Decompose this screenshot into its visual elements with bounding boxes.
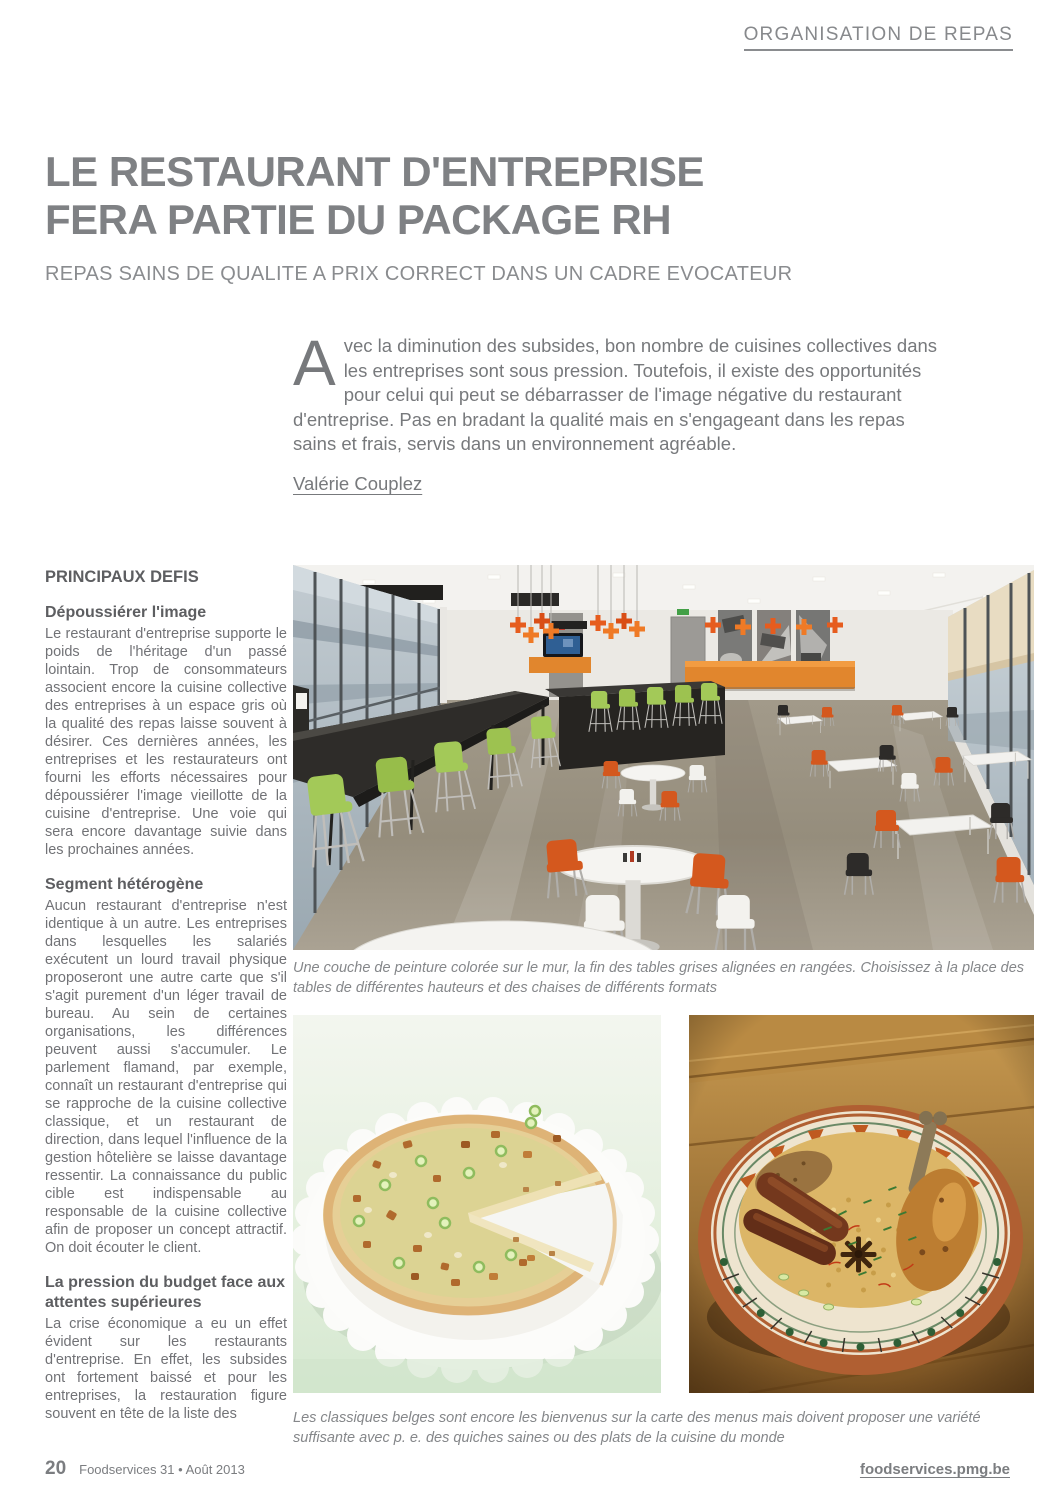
sidebar-body-2: Aucun restaurant d'entreprise n'est identique à un autre. Les entreprises dans lesquelles les salariés exécutent un lourd travail physique proposeront une autre carte que s'il s'agit purement d'un léger travail de bureau. Au sein de certaines organisations, les différences peuvent aussi s'accumuler. Le parlement flamand, par exemple, connaît un restaurant d'entreprise qui se rapproche de la cuisine collective classique, et un restaurant de direction, dans lequel l'influence de la gestion hôtelière se laisse davantage ressentir. La connaissance du public cible est indispensable au responsable de la cuisine collective afin de proposer un concept attractif. On doit écouter le client. xyxy=(45,898,287,1256)
restaurant-photo-illustration xyxy=(293,565,1034,950)
author-byline: Valérie Couplez xyxy=(293,472,423,494)
sidebar-heading-2: Segment hétérogène xyxy=(45,876,204,893)
article-subtitle: REPAS SAINS DE QUALITE A PRIX CORRECT DANS UN CADRE EVOCATEUR xyxy=(45,263,793,285)
footer-page-number: 20 xyxy=(45,1458,67,1479)
intro-block xyxy=(293,327,945,496)
page-kicker: ORGANISATION DE REPAS xyxy=(744,24,1013,51)
sidebar-heading-1: Dépoussiérer l'image xyxy=(45,604,207,621)
photo-caption-food: Les classiques belges sont encore les bienvenus sur la carte des menus mais doivent proposer une variété suffisante avec p. e. des quiches saines ou des plats de la cuisine du monde xyxy=(293,1410,981,1446)
sidebar-body-3: La crise économique a eu un effet évident sur les restaurants d'entreprise. En effet, les subsides ont fortement baissé et pour les entreprises, la restauration figure souvent en tête de la liste des xyxy=(45,1316,287,1422)
footer-issue: Foodservices 31 • Août 2013 xyxy=(79,1462,245,1477)
sidebar-heading-3: La pression du budget face aux attentes supérieures xyxy=(45,1274,286,1311)
tagine-photo-illustration xyxy=(689,1015,1034,1393)
sidebar-section-title: PRINCIPAUX DEFIS xyxy=(45,568,199,586)
article-title xyxy=(45,148,704,244)
drop-cap: A xyxy=(293,327,336,399)
footer-left xyxy=(45,1458,245,1480)
sidebar-column xyxy=(45,568,287,1423)
restaurant-photo xyxy=(293,565,1034,950)
tagine-photo xyxy=(689,1015,1034,1393)
quiche-photo-illustration xyxy=(293,1015,661,1393)
quiche-photo xyxy=(293,1015,661,1393)
title-line-1: LE RESTAURANT D'ENTREPRISE xyxy=(45,148,704,195)
footer-website-link[interactable]: foodservices.pmg.be xyxy=(859,1461,1010,1478)
photo-caption-restaurant: Une couche de peinture colorée sur le mur, la fin des tables grises alignées en rangées. Choisissez à la place des tables de différentes hauteurs et des chaises de différents formats xyxy=(293,960,1025,996)
title-line-2: FERA PARTIE DU PACKAGE RH xyxy=(45,196,672,243)
sidebar-body-1: Le restaurant d'entreprise supporte le poids de l'héritage d'un passé lointain. Trop de consommateurs associent encore la cuisine collective des entreprises à un espace gris où la qualité des repas laisse souvent à désirer. Ces dernières années, les entreprises et les restaurateurs ont fourni les efforts nécessaires pour dépoussiérer l'image vieillotte de la cuisine d'entreprise. Une voie qui sera encore davantage suivie dans les prochaines années. xyxy=(45,626,287,858)
intro-paragraph: vec la diminution des subsides, bon nombre de cuisines collectives dans les entreprises sont sous pression. Toutefois, il existe des opportunités pour celui qui peut se débarrasser de l'image négative du restaurant d'entreprise. Pas en bradant la qualité mais en s'engageant dans les repas sains et frais, servis dans un environnement agréable. xyxy=(293,335,938,454)
